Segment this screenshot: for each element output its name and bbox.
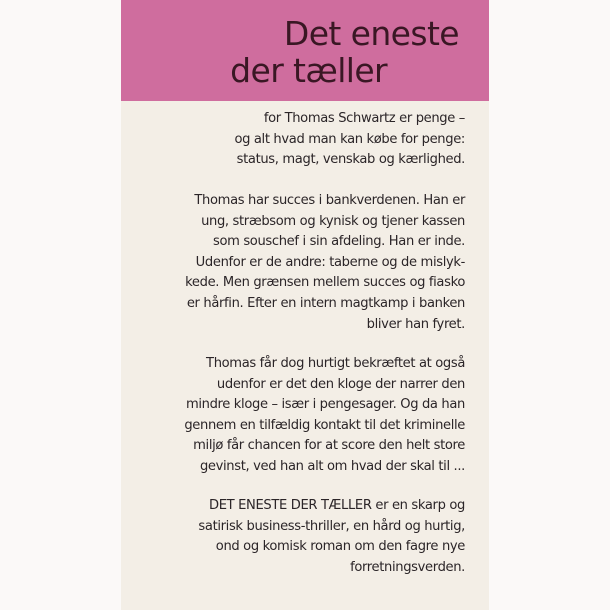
text-line: satirisk business-thriller, en hård og hurtig, bbox=[198, 518, 465, 534]
text-line: DET ENESTE DER TÆLLER er en skarp og bbox=[209, 498, 465, 513]
text-line: ond og komisk roman om den fagre nye bbox=[215, 539, 465, 555]
text-line: kede. Men grænsen mellem succes og fiasko bbox=[185, 275, 465, 291]
text-line: forretningsverden. bbox=[350, 559, 465, 575]
blurb-paragraph-intro bbox=[234, 109, 465, 171]
blurb-paragraph-summary bbox=[198, 496, 465, 578]
text-line: for Thomas Schwartz er penge – bbox=[263, 111, 465, 126]
blurb-paragraph-outside bbox=[184, 354, 465, 478]
text-line: miljø får chancen for at score den helt store bbox=[193, 438, 465, 454]
text-line: udenfor er det den kloge der narrer den bbox=[216, 376, 465, 392]
book-title bbox=[230, 15, 459, 89]
text-line: er hårfin. Efter en intern magtkamp i banken bbox=[186, 295, 465, 311]
text-line: status, magt, venskab og kærlighed. bbox=[236, 152, 465, 168]
text-line: gennem en tilfældig kontakt til det kriminelle bbox=[184, 417, 465, 433]
text-line: som souschef i sin afdeling. Han er inde. bbox=[212, 234, 465, 250]
book-title-line-2: der tæller bbox=[230, 51, 387, 90]
text-line: ung, stræbsom og kynisk og tjener kassen bbox=[201, 213, 465, 229]
text-line: bliver han fyret. bbox=[366, 316, 465, 332]
text-line: Udenfor er de andre: taberne og de mislyk- bbox=[195, 254, 465, 270]
text-line: Thomas har succes i bankverdenen. Han er bbox=[194, 193, 465, 208]
text-line: Thomas får dog hurtigt bekræftet at også bbox=[206, 356, 465, 371]
blurb-paragraph-bank bbox=[185, 191, 465, 335]
book-back-cover bbox=[121, 0, 489, 610]
text-line: mindre kloge – især i pengesager. Og da han bbox=[185, 397, 465, 413]
text-line: og alt hvad man kan købe for penge: bbox=[234, 131, 465, 147]
book-title-line-1: Det eneste bbox=[283, 14, 459, 53]
title-band bbox=[121, 0, 489, 101]
text-line: gevinst, ved han alt om hvad der skal til ... bbox=[199, 458, 465, 474]
